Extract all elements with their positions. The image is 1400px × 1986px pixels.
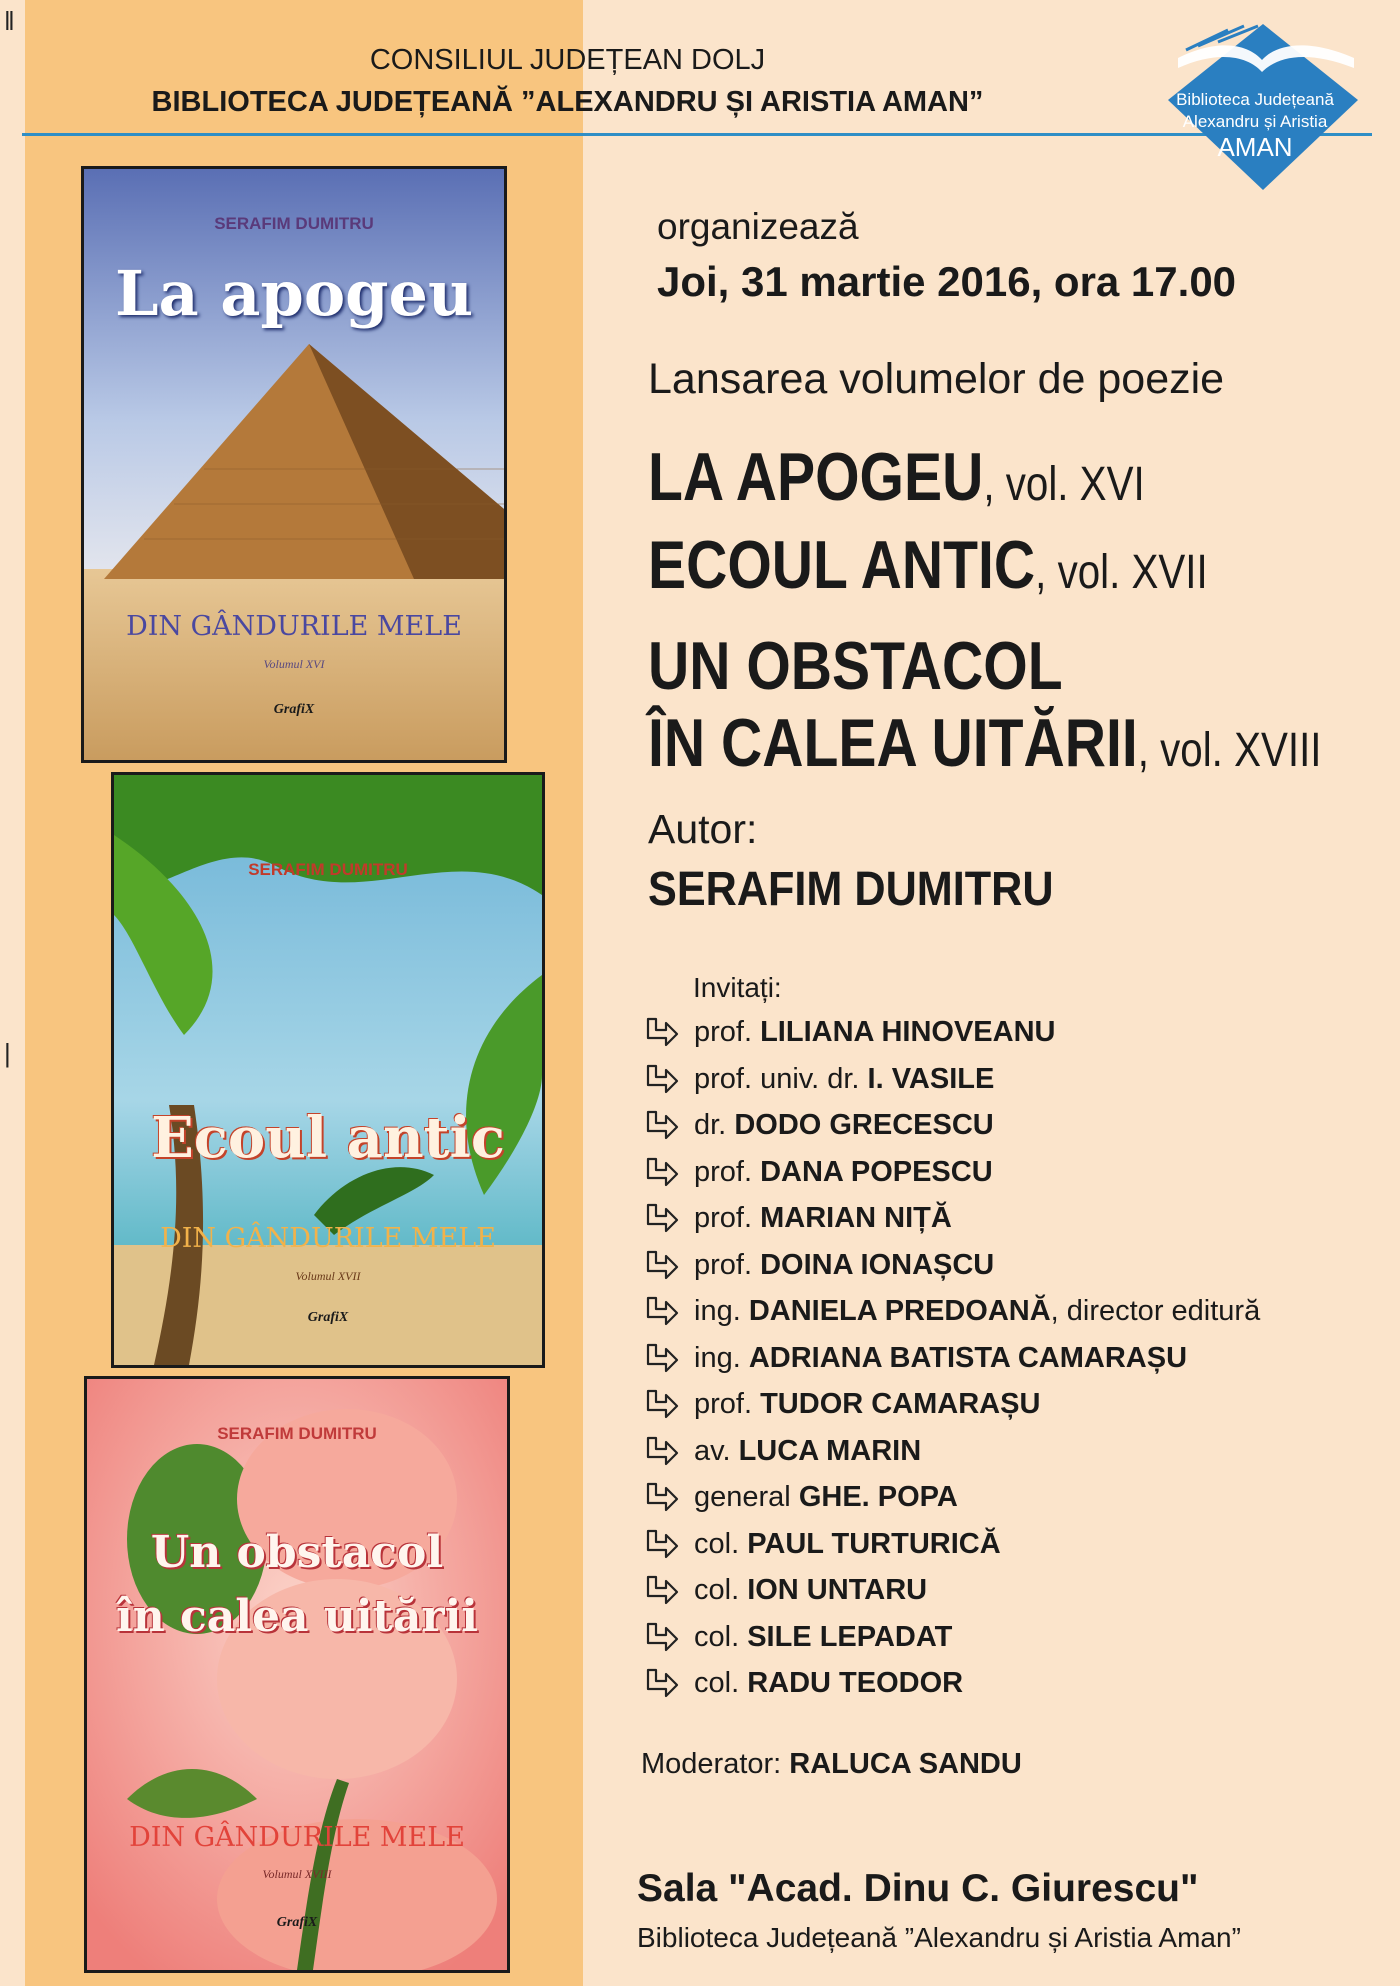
volume-title-1 [648, 438, 1145, 516]
guest-prefix: general [694, 1481, 799, 1513]
book1-author: SERAFIM DUMITRU [214, 214, 374, 233]
author-label: Autor: [648, 806, 758, 852]
logo-line2: Alexandru și Aristia [1182, 112, 1328, 131]
guest-prefix: col. [694, 1527, 748, 1560]
arrow-bullet-icon [644, 1249, 680, 1283]
guest-name: ADRIANA BATISTA CAMARAȘU [748, 1341, 1188, 1374]
launch-heading: Lansarea volumelor de poezie [648, 355, 1225, 403]
volume-2-name: ECOUL ANTIC [648, 527, 1036, 603]
guest-name: DOINA IONAȘCU [760, 1248, 995, 1281]
organizes-label: organizează [657, 206, 859, 247]
guest-name: MARIAN NIȚĂ [760, 1202, 952, 1234]
moderator-label: Moderator: [641, 1748, 790, 1780]
guest-prefix: col. [694, 1574, 748, 1606]
author-name: SERAFIM DUMITRU [648, 863, 1054, 916]
arrow-bullet-icon [644, 1528, 680, 1562]
guest-prefix: av. [694, 1434, 739, 1467]
arrow-bullet-icon [644, 1481, 680, 1515]
guest-suffix: , director editură [1050, 1295, 1261, 1327]
arrow-bullet-icon [644, 1156, 680, 1190]
volume-title-3b [648, 704, 1321, 782]
guest-name: TUDOR CAMARAȘU [760, 1388, 1041, 1420]
guest-prefix: ing. [694, 1295, 749, 1327]
arrow-bullet-icon [644, 1621, 680, 1655]
guest-text [694, 1342, 1187, 1375]
guest-name: LUCA MARIN [738, 1434, 922, 1467]
volume-1-name: LA APOGEU [648, 439, 984, 515]
header-council: CONSILIUL JUDEȚEAN DOLJ [369, 44, 766, 76]
guest-name: DODO GRECESCU [734, 1109, 994, 1141]
arrow-bullet-icon [644, 1295, 680, 1329]
book2-title: Ecoul antic [151, 1105, 505, 1171]
edge-mark-middle: | [4, 1038, 11, 1068]
guest-text [694, 1388, 1040, 1421]
guest-prefix: prof. [694, 1388, 761, 1420]
venue-library: Biblioteca Județeană ”Alexandru și Aristia Aman” [637, 1922, 1241, 1953]
guest-name: DANIELA PREDOANĂ [748, 1295, 1051, 1327]
guest-name: SILE LEPADAT [747, 1620, 953, 1653]
guest-name: DANA POPESCU [760, 1155, 993, 1188]
book3-title-line1: Un obstacol [150, 1527, 444, 1578]
guest-text [694, 1202, 952, 1235]
arrow-bullet-icon [644, 1063, 680, 1097]
guest-name: PAUL TURTURICĂ [747, 1527, 1001, 1560]
arrow-bullet-icon [644, 1388, 680, 1422]
volume-3-name-line1: UN OBSTACOL [648, 628, 1063, 704]
book3-publisher: GrafiX [276, 1915, 318, 1930]
arrow-bullet-icon [644, 1109, 680, 1143]
guest-prefix: dr. [694, 1109, 735, 1141]
book2-volume: Volumul XVII [295, 1269, 361, 1283]
book1-series: DIN GÂNDURILE MELE [126, 611, 462, 642]
guest-text [694, 1156, 993, 1189]
book2-series: DIN GÂNDURILE MELE [160, 1223, 496, 1254]
volume-1-number: , vol. XVI [983, 458, 1145, 511]
edge-mark-top: ‖ [4, 6, 15, 36]
header-library: BIBLIOTECA JUDEȚEANĂ ”ALEXANDRU ȘI ARISTIA AMAN” [151, 86, 984, 118]
book2-publisher: GrafiX [307, 1310, 349, 1325]
book1-publisher: GrafiX [273, 702, 315, 717]
book-cover-un-obstacol [84, 1376, 510, 1973]
logo-line3: AMAN [1217, 132, 1293, 162]
event-date: Joi, 31 martie 2016, ora 17.00 [657, 258, 1237, 305]
volume-title-3a [648, 627, 1063, 705]
guest-name: I. VASILE [867, 1062, 995, 1095]
guest-prefix: col. [694, 1620, 748, 1653]
arrow-bullet-icon [644, 1435, 680, 1469]
volume-3-number: , vol. XVIII [1137, 724, 1322, 777]
guest-text [694, 1016, 1055, 1049]
arrow-bullet-icon [644, 1667, 680, 1701]
moderator-line [641, 1748, 1022, 1781]
guest-prefix: prof. univ. dr. [694, 1062, 868, 1095]
guest-text [694, 1435, 921, 1468]
book1-title: La apogeu [114, 257, 474, 330]
guest-prefix: ing. [694, 1341, 749, 1374]
guest-text [694, 1528, 1001, 1561]
arrow-bullet-icon [644, 1202, 680, 1236]
guest-text [694, 1481, 958, 1514]
arrow-bullet-icon [644, 1574, 680, 1608]
book3-title-line2: în calea uitării [115, 1591, 478, 1642]
guest-prefix: col. [694, 1667, 748, 1699]
guest-text [694, 1109, 994, 1142]
guest-text [694, 1249, 994, 1282]
volume-title-2 [648, 526, 1208, 604]
guest-text [694, 1667, 963, 1700]
moderator-name: RALUCA SANDU [789, 1748, 1022, 1780]
guest-name: GHE. POPA [798, 1481, 958, 1513]
guests-label: Invitați: [693, 972, 782, 1003]
volume-2-number: , vol. XVII [1035, 546, 1208, 599]
guest-prefix: prof. [694, 1016, 761, 1048]
book-cover-ecoul-antic [111, 772, 545, 1368]
guest-prefix: prof. [694, 1202, 761, 1234]
arrow-bullet-icon [644, 1342, 680, 1376]
guest-text [694, 1063, 994, 1096]
book3-series: DIN GÂNDURILE MELE [129, 1822, 465, 1853]
guest-text [694, 1574, 927, 1607]
guest-name: LILIANA HINOVEANU [760, 1016, 1056, 1048]
guest-prefix: prof. [694, 1248, 761, 1281]
book1-volume: Volumul XVI [263, 657, 325, 671]
guest-text [694, 1295, 1260, 1328]
book-cover-la-apogeu [81, 166, 507, 763]
guest-prefix: prof. [694, 1155, 761, 1188]
guest-name: RADU TEODOR [747, 1667, 964, 1699]
book3-volume: Volumul XVIII [262, 1867, 332, 1881]
book3-author: SERAFIM DUMITRU [217, 1424, 377, 1443]
venue-hall: Sala "Acad. Dinu C. Giurescu" [637, 1867, 1199, 1910]
logo-line1: Biblioteca Județeană [1176, 90, 1334, 109]
volume-3-name-line2: ÎN CALEA UITĂRII [648, 705, 1138, 781]
guest-text [694, 1621, 952, 1654]
book2-author: SERAFIM DUMITRU [248, 860, 408, 879]
guest-name: ION UNTARU [747, 1574, 928, 1606]
arrow-bullet-icon [644, 1016, 680, 1050]
